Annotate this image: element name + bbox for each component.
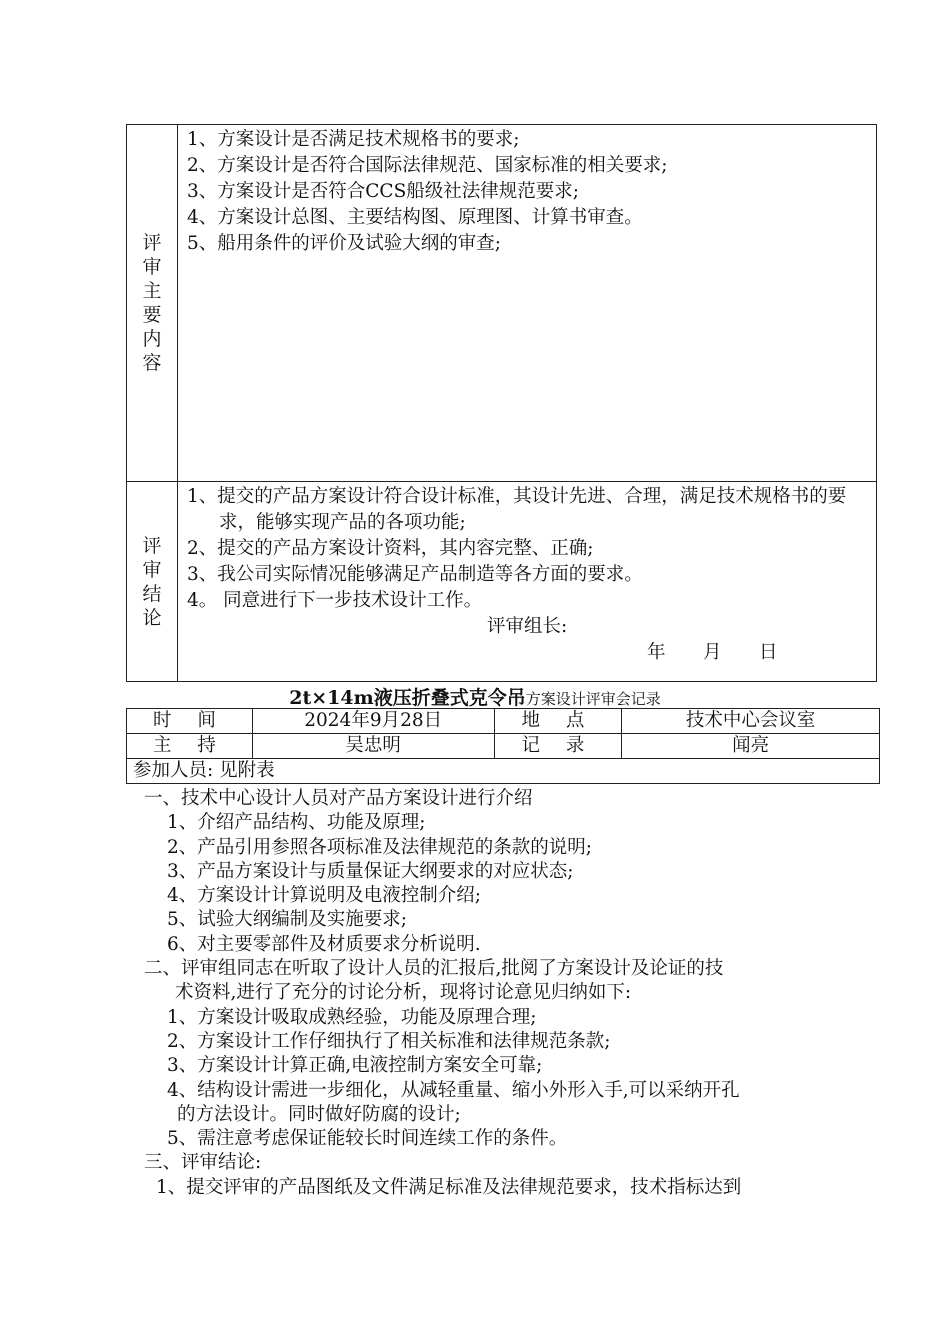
review-conclusion-item: 3、我公司实际情况能够满足产品制造等各方面的要求。 <box>187 564 643 585</box>
review-content-label: 评 审 主 要 内 容 <box>127 125 178 481</box>
review-content-item: 4、方案设计总图、主要结构图、原理图、计算书审查。 <box>187 207 643 228</box>
list-item: 4、结构设计需进一步细化，从减轻重量、缩小外形入手,可以采纳开孔 <box>167 1079 740 1101</box>
list-item: 4、方案设计计算说明及电液控制介绍; <box>167 885 482 907</box>
list-item: 2、方案设计工作仔细执行了相关标准和法律规范条款; <box>167 1030 611 1052</box>
list-item: 3、方案设计计算正确,电液控制方案安全可靠; <box>167 1055 543 1077</box>
place-label: 地 点 <box>494 709 622 734</box>
list-item-continued: 的方法设计。同时做好防腐的设计; <box>177 1103 461 1125</box>
recorder-value: 闻亮 <box>622 734 880 759</box>
place-value: 技术中心会议室 <box>622 709 880 734</box>
review-conclusion-label: 评 审 结 论 <box>127 482 178 682</box>
section-heading-continued: 术资料,进行了充分的讨论分析，现将讨论意见归纳如下: <box>175 982 632 1004</box>
section-heading: 一、技术中心设计人员对产品方案设计进行介绍 <box>144 788 533 809</box>
review-content-item: 2、方案设计是否符合国际法律规范、国家标准的相关要求; <box>187 155 668 176</box>
list-item: 6、对主要零部件及材质要求分析说明. <box>167 933 481 955</box>
table-row <box>127 734 880 759</box>
document-title <box>0 683 950 710</box>
review-content-item: 1、方案设计是否满足技术规格书的要求; <box>187 129 520 150</box>
review-conclusion-item: 4。 同意进行下一步技术设计工作。 <box>187 590 483 611</box>
time-label: 时 间 <box>127 709 253 734</box>
meeting-info-table <box>126 708 880 784</box>
review-content-row <box>127 125 876 482</box>
time-value: 2024年9月28日 <box>252 709 494 734</box>
table-row <box>127 759 880 784</box>
host-label: 主 持 <box>127 734 253 759</box>
review-conclusion-list <box>178 482 876 682</box>
section-heading: 二、评审组同志在听取了设计人员的汇报后,批阅了方案设计及论证的技 <box>144 958 724 980</box>
list-item: 5、试验大纲编制及实施要求; <box>167 909 408 931</box>
table-row <box>127 709 880 734</box>
list-item: 1、方案设计吸取成熟经验，功能及原理合理; <box>167 1006 537 1028</box>
review-conclusion-item: 2、提交的产品方案设计资料，其内容完整、正确; <box>187 538 594 559</box>
meeting-minutes <box>144 787 874 1200</box>
attendees: 参加人员: 见附表 <box>127 759 880 784</box>
review-date: 年 月 日 <box>647 642 778 663</box>
host-value: 吴忠明 <box>252 734 494 759</box>
recorder-label: 记 录 <box>494 734 622 759</box>
review-leader-label: 评审组长: <box>487 616 568 637</box>
review-content-list <box>178 125 876 481</box>
list-item: 5、需注意考虑保证能较长时间连续工作的条件。 <box>167 1128 568 1150</box>
title-main: 2t×14m液压折叠式克令吊 <box>289 687 526 709</box>
review-table <box>126 124 877 682</box>
section-heading: 三、评审结论: <box>144 1152 262 1174</box>
review-conclusion-row <box>127 482 876 682</box>
list-item: 1、介绍产品结构、功能及原理; <box>167 812 426 834</box>
review-conclusion-item: 1、提交的产品方案设计符合设计标准，其设计先进、合理，满足技术规格书的要求，能够实现产品的各项功能; <box>187 486 847 533</box>
list-item: 2、产品引用参照各项标准及法律规范的条款的说明; <box>167 836 593 858</box>
review-content-item: 5、船用条件的评价及试验大纲的审查; <box>187 233 502 254</box>
title-sub: 方案设计评审会记录 <box>525 690 661 708</box>
list-item: 3、产品方案设计与质量保证大纲要求的对应状态; <box>167 860 574 882</box>
review-content-item: 3、方案设计是否符合CCS船级社法律规范要求; <box>187 181 579 202</box>
list-item: 1、提交评审的产品图纸及文件满足标准及法律规范要求，技术指标达到 <box>156 1176 742 1198</box>
